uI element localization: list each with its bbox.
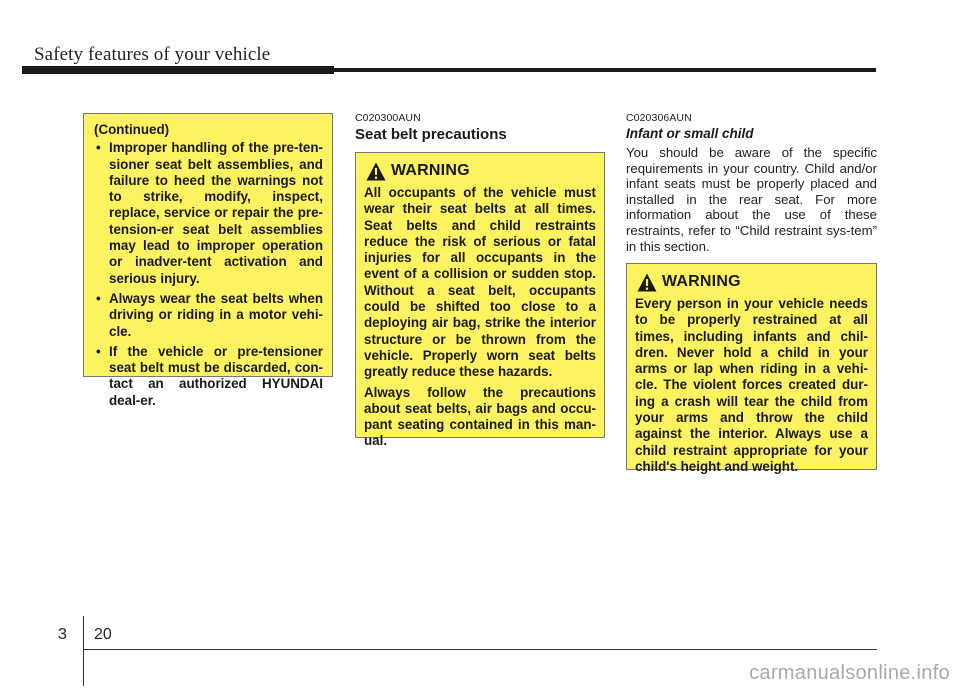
warning-triangle-icon	[366, 162, 386, 181]
warning-triangle-icon	[637, 273, 657, 292]
section-code: C020300AUN	[355, 112, 421, 124]
bullet-item	[94, 140, 323, 287]
footer-rule	[83, 649, 877, 650]
chapter-number: 3	[58, 626, 67, 643]
section-subtitle: Infant or small child	[626, 126, 754, 141]
footer-divider-vertical	[83, 616, 84, 686]
warning-paragraph: Every person in your vehicle needs to be properly restrained at all times, including infants and chil-dren. Never hold a child in your arms or lap when riding in a vehi-cle. The violent forces created dur-ing a crash will tear the child from your arms and throw the child against the interior. Always use a child restraint appropriate for your child's height and weight.	[635, 296, 868, 474]
warning-paragraph: Always follow the precautions about seat belts, air bags and occu-pant seating contained in this man-ual.	[364, 384, 596, 449]
bullet-text: Always wear the seat belts when driving or riding in a motor vehi-cle.	[109, 290, 323, 339]
continued-warning-box	[83, 113, 333, 408]
bullet-text: If the vehicle or pre-tensioner seat belt must be discarded, con-tact an authorized HYUNDAI deal-er.	[109, 343, 323, 408]
warning-title: WARNING	[662, 273, 741, 291]
warning-paragraph: All occupants of the vehicle must wear their seat belts at all times. Seat belts and child restraints reduce the risk of serious or fatal injuries for all occupants in the event of a collision or sudden stop. Without a seat belt, occupants could be shifted too close to a deploying air bag, strike the interior structure or be thrown from the vehicle. Properly worn seat belts greatly reduce these hazards.	[364, 185, 596, 380]
bullet-item	[94, 291, 323, 340]
bullet-item	[94, 344, 323, 409]
warning-header	[364, 162, 596, 181]
warning-header	[635, 273, 868, 292]
continued-bullet-list	[94, 140, 323, 409]
section-code: C020306AUN	[626, 112, 692, 124]
bullet-marker: •	[96, 140, 101, 156]
warning-box-infant	[626, 263, 877, 474]
page-number: 20	[94, 626, 112, 643]
warning-title: WARNING	[391, 162, 470, 180]
bullet-text: Improper handling of the pre-ten-sioner seat belt assemblies, and failure to heed the warnings not to strike, modify, inspect, replace, service or repair the pre-tension-er seat belt assemblies may lead to improper operation or inadver-tent activation and serious injury.	[109, 140, 323, 286]
bullet-marker: •	[96, 343, 101, 359]
header-rule-accent	[22, 66, 334, 74]
warning-box-seat-belt	[355, 152, 605, 449]
page-header-title: Safety features of your vehicle	[34, 44, 271, 65]
section-title: Seat belt precautions	[355, 126, 507, 143]
body-paragraph: You should be aware of the specific requirements in your country. Child and/or infant seats must be properly placed and installed in the rear seat. For more information about the use of these restraints, refer to “Child restraint sys-tem” in this section.	[626, 145, 877, 254]
watermark-text: carmanualsonline.info	[749, 662, 950, 684]
continued-heading: (Continued)	[94, 122, 170, 137]
bullet-marker: •	[96, 290, 101, 306]
